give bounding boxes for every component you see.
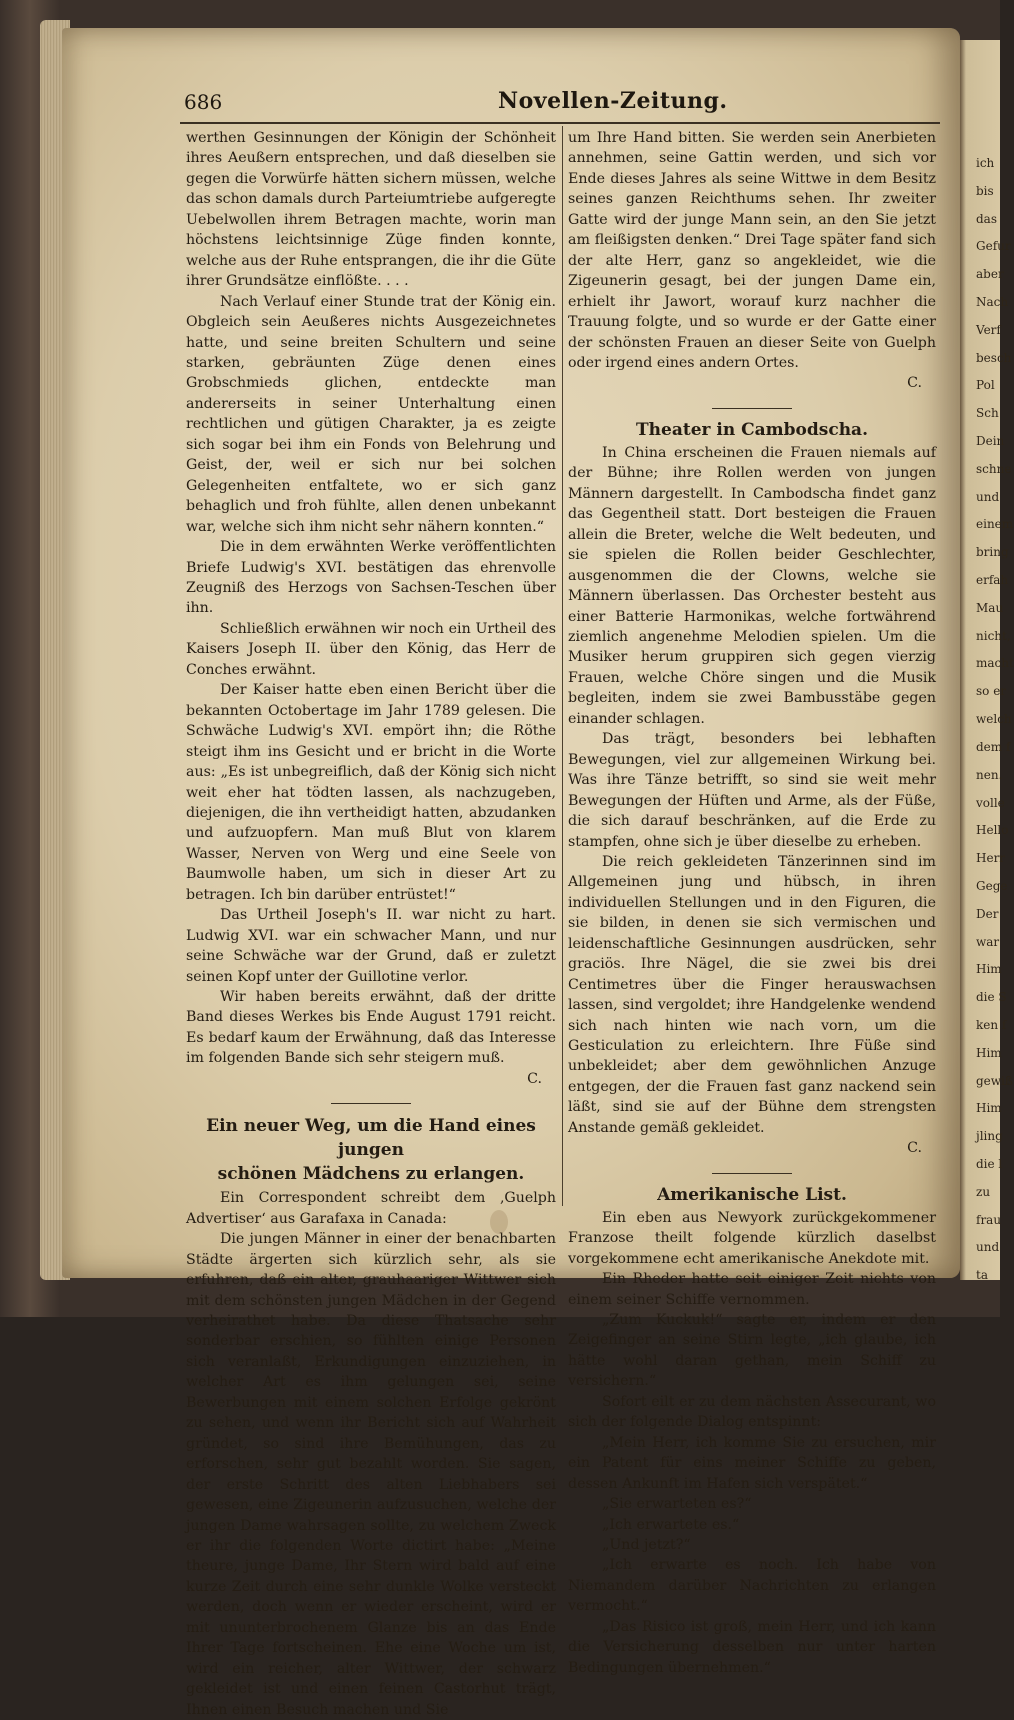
adjacent-page-fragment: gewiß bbox=[976, 1073, 1013, 1088]
paragraph: Sofort eilt er zu dem nächsten Assecurant, wo sich der folgende Dialog entspinnt: bbox=[568, 1393, 936, 1431]
paragraph: Die reich gekleideten Tänzerinnen sind im Allgemeinen jung und hübsch, in ihren individuellen Stellungen und in den Figuren, die sie bilden, in denen sie sich vermischen und leidenschaftliche Gesinnungen ausdrücken, sehr graciös. Ihre Nägel, die sie zwei bis drei Centimetres über die Finger herauswachsen lassen, sind vergoldet; ihre Handgelenke wendend sich nach hinten wie nach vorn, um die Gesticulation zu erleichtern. Ihre Füße sind unbekleidet; aber dem gewöhnlichen Anzuge entgegen, der die Frauen fast ganz nackend sein läßt, sind sie auf der Bühne dem strengsten Anstande gemäß gekleidet. bbox=[568, 853, 936, 1136]
adjacent-page-fragment: so er bbox=[976, 684, 1007, 699]
paragraph: In China erscheinen die Frauen niemals auf der Bühne; ihre Rollen werden von jungen Männern dargestellt. In Cambodscha findet ganz das Gegentheil statt. Dort besteigen die Frauen allein die Breter, welche die Welt bedeuten, und sie spielen die Rollen beider Geschlechter, ausgenommen die der Clowns, welche sie Männern überlassen. Das Orchester besteht aus einer Batterie Harmonikas, welche fortwährend ziemlich angenehme Melodien spielen. Um die Musiker herum gruppiren sich gegen vierzig Frauen, welche Chöre singen und die Musik begleiten, indem sie zwei Bambusstäbe gegen einander schlagen. bbox=[568, 444, 936, 727]
article-title: Theater in Cambodscha. bbox=[636, 419, 868, 440]
adjacent-page-fragment: Dein bbox=[976, 434, 1005, 449]
paragraph: um Ihre Hand bitten. Sie werden sein Anerbieten annehmen, seine Gattin werden, und sich vor Ende dieses Jahres als seine Wittwe in dem Besitz seines ganzen Reichthums sehen. Ihr zweiter Gatte wird der junge Mann sein, an den Sie jetzt am fleißigsten denken.“ Drei Tage später fand sich der alte Herr, ganz so angekleidet, wie die Zigeunerin gesagt, bei der jungen Dame ein, erhielt ihr Jawort, worauf kurz nachher die Trauung folgte, und so wurde er der Gatte einer der schönsten Frauen an dieser Seite von Guelph oder irgend eines andern Ortes. bbox=[568, 130, 936, 371]
paragraph: Ein Correspondent schreibt dem ‚Guelph Advertiser‘ aus Garafaxa in Canada: bbox=[186, 1190, 556, 1227]
adjacent-page-fragment: Nach bbox=[976, 295, 1009, 310]
header-rule bbox=[180, 122, 940, 124]
paragraph: „Ich erwarte es noch. Ich habe von Niemandem darüber Nachrichten zu erlangen vermocht.“ bbox=[568, 1557, 936, 1615]
paragraph: „Das Risico ist groß, mein Herr, und ich kann die Versicherung desselben nur unter harten Bedingungen übernehmen.“ bbox=[568, 1618, 936, 1676]
adjacent-page-fragment: schne bbox=[976, 461, 1012, 476]
adjacent-page-fragment: Hello bbox=[976, 823, 1009, 838]
adjacent-page-fragment: zu bbox=[976, 1184, 991, 1199]
adjacent-page-fragment: Him bbox=[976, 1045, 1002, 1060]
paragraph: „Zum Kuckuk!“ sagte er, indem er den Zeigefinger an seine Stirn legte, „ich glaube, ich hätte wohl daran gethan, mein Schiff zu versichern.“ bbox=[568, 1312, 936, 1390]
adjacent-page-fragment: besch bbox=[976, 350, 1012, 365]
adjacent-page-fragment: bis bbox=[976, 183, 994, 198]
paragraph: Das Urtheil Joseph's II. war nicht zu hart. Ludwig XVI. war ein schwacher Mann, und nur seine Schwäche war der Grund, daß er zuletzt seinen Kopf unter der Guillotine verlor. bbox=[186, 907, 556, 985]
adjacent-page-fragment: die l bbox=[976, 1156, 1003, 1171]
paragraph: „Sie erwarteten es?“ bbox=[602, 1496, 752, 1513]
article-title: Amerikanische List. bbox=[657, 1184, 847, 1205]
adjacent-page-fragment: volle bbox=[976, 795, 1005, 810]
adjacent-page-fragment: das bbox=[976, 211, 997, 226]
paragraph: Die jungen Männer in einer der benachbarten Städte ärgerten sich kürzlich sehr, als sie erfuhren, daß ein alter, grauhaariger Wittwer sich mit dem schönsten jungen Mädchen in der Gegend verheirathet habe. Da diese Thatsache sehr sonderbar erschien, so fühlten einige Personen sich veranlaßt, Erkundigungen einzuziehen, in welcher Art es ihm gelungen sei, seine Bewerbungen mit einem solchen Erfolge gekrönt zu sehen, und wenn ihr Bericht sich auf Wahrheit gründet, so sind ihre Bemühungen, das zu erforschen, sehr gut bezahlt worden. Sie sagen, der erste Schritt des alten Liebhabers sei gewesen, eine Zigeunerin aufzusuchen, welche der jungen Dame wahrsagen sollte, zu welchem Zweck er ihr die folgenden Worte dictirt habe: „Meine theure, junge Dame, Ihr Stern wird bald auf eine kurze Zeit durch eine sehr dunkle Wolke versteckt werden, doch wenn er wieder erscheint, wird er mit ununterbrochenem Glanze bis an das Ende Ihrer Tage fortscheinen. Ehe eine Woche um ist, wird ein reicher, alter Wittwer, der schwarz gekleidet ist und einen feinen Castorhut trägt, Ihnen einen Besuch machen und Sie bbox=[186, 1231, 556, 1718]
page-header bbox=[120, 84, 940, 124]
section-separator bbox=[331, 1103, 411, 1104]
adjacent-page-fragment: Him bbox=[976, 1101, 1002, 1116]
left-column bbox=[186, 128, 556, 1720]
adjacent-page-fragment: Herr bbox=[976, 851, 1006, 866]
page-number: 686 bbox=[184, 90, 223, 114]
adjacent-page-fragment: ta bbox=[976, 1268, 988, 1283]
paragraph: Schließlich erwähnen wir noch ein Urtheil des Kaisers Joseph II. über den König, das Herr de Conches erwähnt. bbox=[186, 620, 556, 678]
author-signature: C. bbox=[527, 1070, 542, 1087]
paragraph: Nach Verlauf einer Stunde trat der König ein. Obgleich sein Aeußeres nichts Ausgezeichnetes hatte, und seine breiten Schultern und seine starken, gebräunten Züge denen eines Grobschmieds glichen, entdeckte man andererseits in seiner Unterhaltung einen rechtlichen und gütigen Charakter, ja es zeigte sich sogar bei ihm ein Fonds von Belehrung und Geist, der, weil er sich nur bei solchen Gelegenheiten entfaltete, wo er sich ganz behaglich und froh fühlte, allen denen unbekannt war, welche sich ihm nicht sehr nähern konnten.“ bbox=[186, 293, 556, 535]
adjacent-page-fragment: nicht, bbox=[976, 628, 1011, 643]
adjacent-page-fragment: macht bbox=[976, 656, 1014, 671]
adjacent-page-fragment: bring bbox=[976, 545, 1009, 560]
adjacent-page-fragment: einem bbox=[976, 517, 1014, 532]
adjacent-page-fragment: Gege bbox=[976, 878, 1008, 893]
paragraph: Das trägt, besonders bei lebhaften Bewegungen, viel zur allgemeinen Wirkung bei. Was ihre Tänze betrifft, so sind sie weit mehr Bewegungen der Hüften und Arme, als der Füße, die sich darauf beschränken, auf die Erde zu stampfen, ohne sich je über dieselbe zu erheben. bbox=[568, 731, 936, 850]
adjacent-page-fragment: war bbox=[976, 934, 1000, 949]
adjacent-page-fragment: die S bbox=[976, 990, 1007, 1005]
adjacent-page-fragment: Him bbox=[976, 962, 1002, 977]
article-title bbox=[186, 1114, 556, 1186]
journal-title: Novellen-Zeitung. bbox=[498, 88, 728, 114]
author-signature: C. bbox=[907, 375, 922, 392]
article-title-line: schönen Mädchens zu erlangen. bbox=[217, 1164, 525, 1185]
right-column bbox=[568, 128, 936, 1678]
adjacent-page-strip bbox=[960, 40, 1014, 1283]
adjacent-page-fragment: Der bbox=[976, 906, 999, 921]
article-title-line: Ein neuer Weg, um die Hand eines jungen bbox=[206, 1116, 536, 1161]
adjacent-page-fragment: jling bbox=[976, 1129, 1003, 1144]
adjacent-page-fragment: welch bbox=[976, 712, 1012, 727]
paragraph: Wir haben bereits erwähnt, daß der dritte Band dieses Werkes bis Ende August 1791 reicht. Es bedarf kaum der Erwähnung, daß das Interesse im folgenden Bande sich sehr steigern muß. bbox=[186, 989, 556, 1067]
paragraph: „Ich erwartete es.“ bbox=[602, 1516, 740, 1533]
adjacent-page-fragment: Verf bbox=[976, 322, 1001, 337]
paragraph: werthen Gesinnungen der Königin der Schönheit ihres Aeußern entsprechen, und daß dieselben sie gegen die Vorwürfe hätten sichern müssen, welche das schon damals durch Parteiumtriebe aufgeregte Uebelwollen ihrem Betragen machte, worin man höchstens leichtsinnige Züge finden konnte, welche aus der Ruhe entsprangen, die ihr die Güte ihrer Grundsätze einflößte. . . . bbox=[186, 130, 556, 290]
adjacent-page-fragment: ken f bbox=[976, 1017, 1007, 1032]
paragraph: Ein eben aus Newyork zurückgekommener Franzose theilt folgende kürzlich daselbst vorgekommene echt amerikanische Anekdote mit. bbox=[568, 1209, 936, 1267]
adjacent-page-fragment: Mau bbox=[976, 600, 1004, 615]
adjacent-page-fragment: und bbox=[976, 1240, 1000, 1255]
adjacent-page-fragment: Pol bbox=[976, 378, 995, 393]
adjacent-page-fragment: und bbox=[976, 489, 1000, 504]
section-separator bbox=[712, 408, 792, 409]
adjacent-page-fragment: frau bbox=[976, 1212, 1002, 1227]
adjacent-page-fragment: erfah bbox=[976, 573, 1009, 588]
paragraph: Ein Rheder hatte seit einiger Zeit nichts von einem seiner Schiffe vernommen. bbox=[568, 1271, 936, 1308]
paragraph: „Und jetzt?“ bbox=[602, 1537, 691, 1553]
author-signature: C. bbox=[907, 1140, 922, 1157]
paragraph: Die in dem erwähnten Werke veröffentlichten Briefe Ludwig's XVI. bestätigen das ehrenvolle Zeugniß des Herzogs von Sachsen-Teschen über ihn. bbox=[186, 539, 556, 617]
adjacent-page-fragment: Gefur bbox=[976, 239, 1011, 254]
adjacent-page-fragment: ich bbox=[976, 156, 995, 170]
adjacent-page-fragment: Sch bbox=[976, 406, 999, 421]
adjacent-page-fragment: nen. bbox=[976, 767, 1003, 782]
paragraph: „Mein Herr, ich komme Sie zu ersuchen, mir ein Patent für eins meiner Schiffe zu geben, dessen Ankunft im Hafen sich verspätet.“ bbox=[568, 1434, 936, 1492]
adjacent-page-fragment: aber bbox=[976, 267, 1004, 282]
section-separator bbox=[712, 1173, 792, 1174]
adjacent-page-fragment: dem f bbox=[976, 739, 1011, 754]
thumb-shadow bbox=[490, 1210, 508, 1234]
paragraph: Der Kaiser hatte eben einen Bericht über die bekannten Octobertage im Jahr 1789 gelesen. Die Schwäche Ludwig's XVI. empört ihn; die Röthe steigt ihm ins Gesicht und er bricht in die Worte aus: „Es ist unbegreiflich, daß der König sich nicht weit eher hat tödten lassen, als nachzugeben, diejenigen, die ihn vertheidigt hatten, abzudanken und aufzuopfern. Man muß Blut von klarem Wasser, Nerven von Werg und eine Seele von Baumwolle haben, um sich in dieser Art zu betragen. Ich bin darüber entrüstet!“ bbox=[186, 682, 556, 903]
column-divider bbox=[562, 126, 563, 1206]
